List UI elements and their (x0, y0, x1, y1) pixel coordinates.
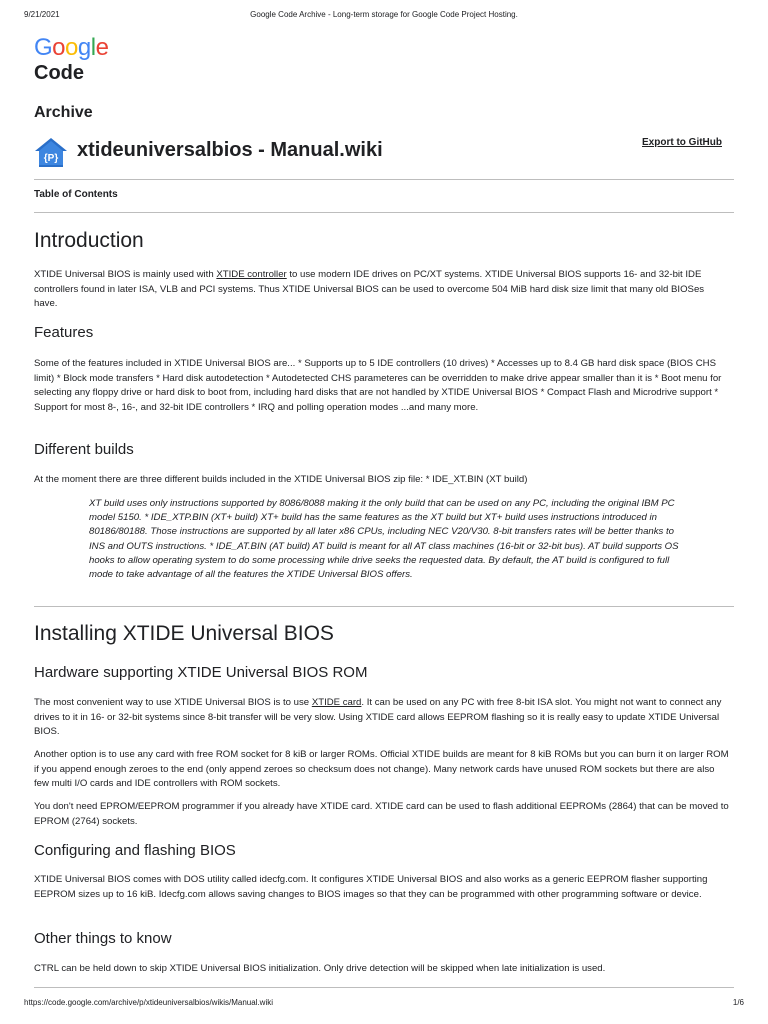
hardware-text: . It can be used on any PC with free 8-bit ISA slot. You might not want to connect any drives to it in 16- or 32-bit systems since 8-bit transfer will be very slow. Using XTIDE card allows EEPROM flashing so it is really easy to update XTIDE Universal BIOS. (34, 697, 722, 737)
print-page-number: 1/6 (732, 998, 744, 1007)
intro-text: to use modern IDE drives on PC/XT systems. XTIDE Universal BIOS supports 16- and 32-bit IDE controllers found in later ISA, VLB and PCI systems. Thus XTIDE Universal BIOS can be used to overcome 504 MiB hard disk size limit that many old BIOSes have. (34, 269, 705, 309)
project-header (34, 134, 734, 170)
logo-letter: g (77, 34, 91, 61)
builds-blockquote: XT build uses only instructions supported by 8086/8088 making it the only build that can be used on any PC, including the original IBM PC model 5150. * IDE_XTP.BIN (XT+ build) XT+ build has the same features as the XT build but XT+ build uses instructions introduced in 80186/80188. Those instructions are supported by all later x86 CPUs, including NEC V20/V30. 8-bit transfers rates will be better thanks to INS and OUTS instructions. * IDE_AT.BIN (AT build) AT build is meant for all AT class machines (16-bit or 32-bit bus). AT build supports OS hooks to allow operating system to do some processing while drive seeks the requested data. By default, the AT build is configured to full mode to take advantage of all the features the XTIDE Universal BIOS offers. (89, 498, 679, 581)
hardware-paragraph-2: Another option is to use any card with free ROM socket for 8 kiB or larger ROMs. Official XTIDE builds are meant for 8 kiB ROMs but you can burn it on larger ROM if you append enough zeroes to the end (only append zeroes so checksum does not change). Many network cards have unused ROM sockets but there are also few multi I/O cards and IDE controllers with ROM sockets. (34, 749, 729, 789)
hardware-text: The most convenient way to use XTIDE Universal BIOS is to use (34, 697, 312, 708)
hardware-paragraph-3: You don't need EPROM/EEPROM programmer if you already have XTIDE card. XTIDE card can be used to flash additional EEPROMs (2864) that can be moved to EPROM (2764) sockets. (34, 801, 729, 827)
heading-different-builds: Different builds (34, 441, 134, 458)
heading-configuring: Configuring and flashing BIOS (34, 842, 236, 859)
print-header (24, 10, 744, 24)
divider (34, 987, 734, 988)
features-paragraph: Some of the features included in XTIDE Universal BIOS are... * Supports up to 5 IDE controllers (10 drives) * Accesses up to 8.4 GB hard disk space (BIOS CHS limit) * Block mode transfers * Hard disk autodetection * Autodetected CHS parameteres can be overridden to make drive appear smaller than it is * Boot menu for selecting any floppy drive or hard disk to boot from, including hard disks that are not handled by XTIDE Universal BIOS * Compact Flash and Microdrive support * Support for most 8-, 16-, and 32-bit IDE controllers * IRQ and polling operation modes ...and many more. (34, 358, 722, 413)
other-paragraph: CTRL can be held down to skip XTIDE Universal BIOS initialization. Only drive detection will be skipped when late initialization is used. (34, 963, 606, 974)
project-title: xtideuniversalbios - Manual.wiki (77, 139, 383, 161)
divider (34, 606, 734, 607)
logo-letter: l (90, 34, 96, 61)
divider (34, 212, 734, 213)
intro-text: XTIDE Universal BIOS is mainly used with (34, 269, 217, 280)
divider (34, 179, 734, 180)
intro-paragraph (34, 268, 730, 312)
export-to-github-link[interactable]: Export to GitHub (642, 137, 722, 148)
xtide-controller-link[interactable]: XTIDE controller (216, 269, 287, 280)
hardware-paragraph-1 (34, 696, 730, 740)
configuring-paragraph: XTIDE Universal BIOS comes with DOS utility called idecfg.com. It configures XTIDE Universal BIOS and also works as a generic EEPROM flasher supporting EEPROM sizes up to 16 kiB. Idecfg.com allows saving changes to BIOS images so that they can be programmed with other programming software or device. (34, 874, 708, 900)
logo-letter: G (34, 34, 53, 61)
logo-letter: e (95, 34, 109, 61)
heading-other-things: Other things to know (34, 930, 172, 947)
print-date: 9/21/2021 (24, 10, 60, 19)
logo-letter: o (52, 34, 66, 61)
logo-letter: o (65, 34, 78, 61)
builds-paragraph: At the moment there are three different builds included in the XTIDE Universal BIOS zip file: * IDE_XT.BIN (XT build) (34, 474, 528, 485)
section-title: Archive (34, 104, 93, 121)
project-icon-label: {P} (43, 153, 59, 164)
print-url: https://code.google.com/archive/p/xtideuniversalbios/wikis/Manual.wiki (24, 998, 274, 1007)
heading-features: Features (34, 324, 94, 341)
print-footer (24, 998, 744, 1012)
heading-installing: Installing XTIDE Universal BIOS (34, 622, 334, 645)
product-title: Code (34, 62, 84, 84)
xtide-card-link[interactable]: XTIDE card (311, 697, 362, 708)
heading-hardware: Hardware supporting XTIDE Universal BIOS ROM (34, 664, 368, 681)
project-house-icon (34, 136, 68, 168)
print-title: Google Code Archive - Long-term storage for Google Code Project Hosting. (250, 10, 518, 19)
table-of-contents-toggle[interactable]: Table of Contents (34, 189, 118, 200)
heading-introduction: Introduction (34, 229, 144, 252)
google-logo[interactable] (34, 34, 108, 62)
